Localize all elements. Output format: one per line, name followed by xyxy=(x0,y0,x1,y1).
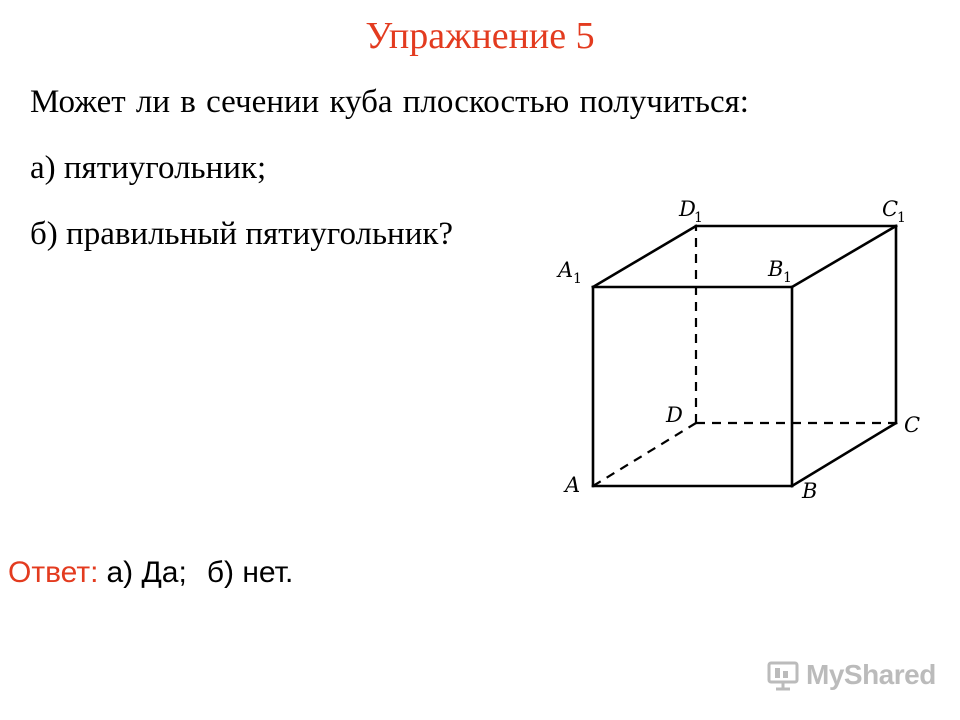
label-d1-sub: 1 xyxy=(694,210,703,226)
cube-diagram xyxy=(540,180,940,510)
label-a1-sub: 1 xyxy=(573,271,582,287)
presentation-icon xyxy=(766,658,800,692)
edge-b-c xyxy=(792,423,896,486)
label-c: C xyxy=(904,413,921,437)
option-b-text: б) правильный пятиугольник? xyxy=(30,216,454,252)
label-a1: A xyxy=(558,258,574,282)
label-d: D xyxy=(666,403,683,427)
label-a: A xyxy=(565,473,581,497)
label-c1-sub: 1 xyxy=(897,210,906,226)
edge-a-d xyxy=(593,423,696,486)
answer-part-a: а) Да; xyxy=(106,556,187,589)
label-c1: C xyxy=(882,197,899,221)
watermark-logo xyxy=(766,652,936,698)
label-b1: B xyxy=(768,257,784,281)
label-d1: D xyxy=(679,197,696,221)
page-title: Упражнение 5 xyxy=(365,15,595,57)
edge-b1-c1 xyxy=(792,226,896,287)
label-b: B xyxy=(802,479,818,503)
option-a-text: а) пятиугольник; xyxy=(30,150,267,186)
watermark-text: MyShared xyxy=(806,659,936,690)
answer-line xyxy=(8,556,293,590)
question-text: Может ли в сечении куба плоскостью получиться: xyxy=(30,84,749,120)
edge-a1-d1 xyxy=(593,226,696,287)
label-b1-sub: 1 xyxy=(783,270,792,286)
answer-label: Ответ: xyxy=(8,556,99,589)
answer-part-b: б) нет. xyxy=(206,556,294,589)
